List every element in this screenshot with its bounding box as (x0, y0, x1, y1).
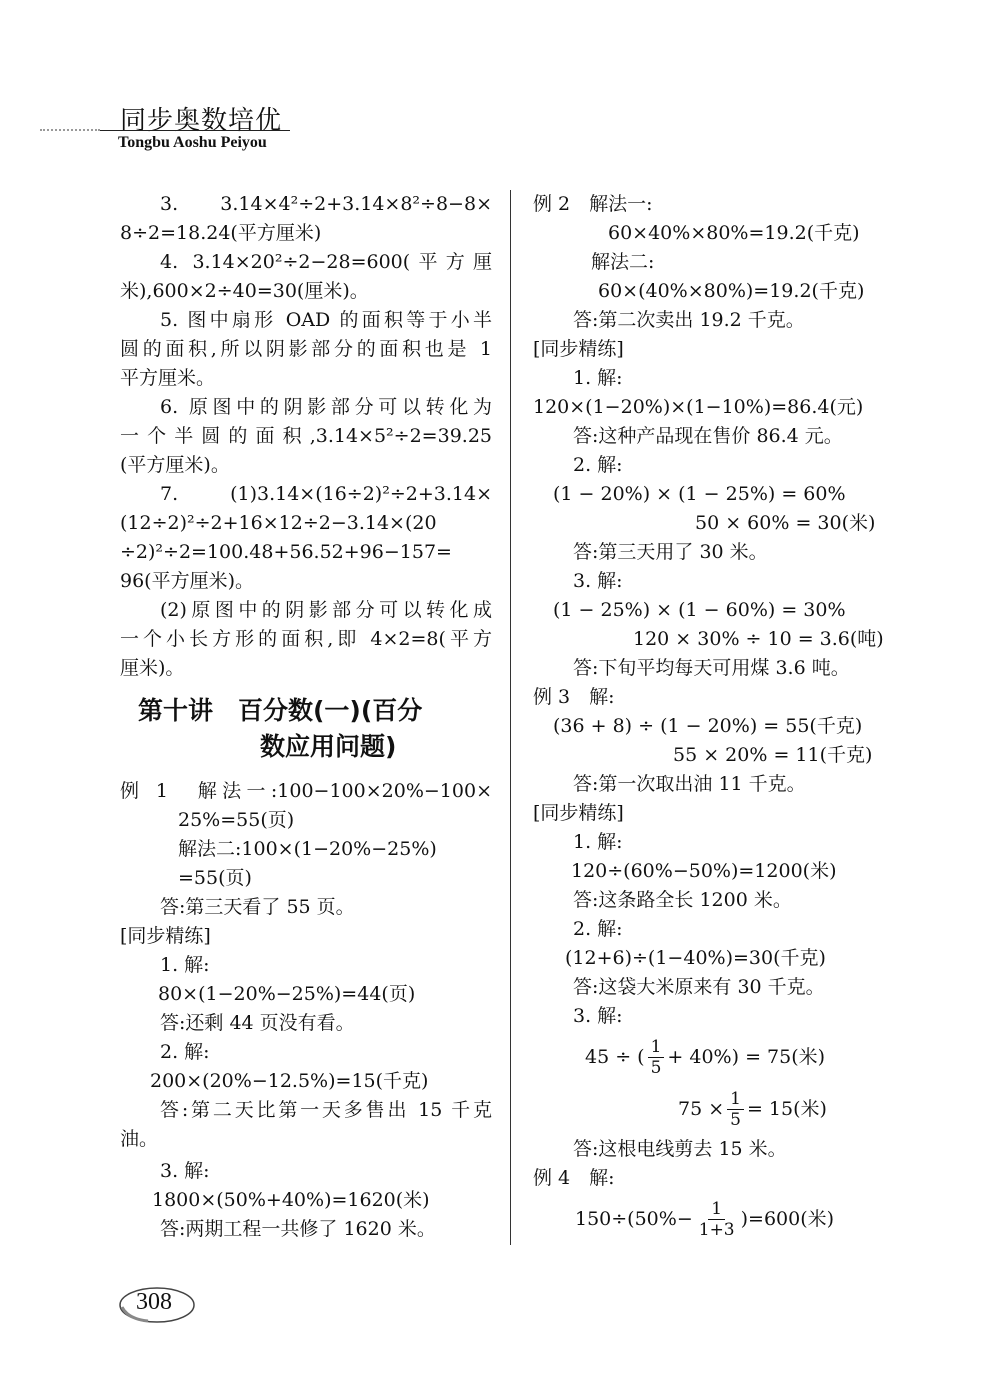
answer-3-line-1: 3. 3.14×4²÷2+3.14×8²÷8−8× (160, 193, 492, 215)
example-3-eq-2: 55 × 20% = 11(千克) (673, 744, 873, 766)
fraction-denominator: 5 (730, 1109, 741, 1130)
page-number-badge (118, 1285, 196, 1325)
fraction-denominator: 5 (650, 1057, 662, 1078)
fraction-numerator: 1 (648, 1037, 665, 1058)
rpractice-1-label: 1. 解: (573, 367, 623, 389)
spractice-3-eq-2-pre: 75 × (678, 1097, 725, 1120)
example-2-line-2: 60×40%×80%=19.2(千克) (608, 222, 860, 244)
example-1-line-4: =55(页) (178, 867, 252, 889)
spractice-1-label: 1. 解: (573, 831, 623, 853)
practice-3-label: 3. 解: (160, 1160, 210, 1182)
practice-label: [同步精练] (120, 925, 211, 947)
practice-1-label: 1. 解: (160, 954, 210, 976)
answer-4-line-2: 米),600×2÷40=30(厘米)。 (120, 280, 369, 302)
answer-3-line-2: 8÷2=18.24(平方厘米) (120, 222, 322, 244)
rpractice-1-equation: 120×(1−20%)×(1−10%)=86.4(元) (533, 396, 864, 418)
running-header-pinyin: Tongbu Aoshu Peiyou (118, 134, 267, 151)
spractice-2-equation: (12+6)÷(1−40%)=30(千克) (565, 947, 826, 969)
spractice-1-answer: 答:这条路全长 1200 米。 (573, 889, 792, 911)
example-4-eq-pre: 150÷(50%− (575, 1207, 693, 1230)
fraction-numerator: 1 (727, 1089, 744, 1110)
example-4-label: 例 4 解: (533, 1167, 615, 1189)
practice-label-2: [同步精练] (533, 338, 624, 360)
fraction-one-fifth-2 (727, 1089, 744, 1130)
answer-5-line-3: 平方厘米。 (120, 367, 216, 389)
right-column (533, 190, 895, 1245)
chapter-heading-line-2: 数应用问题) (260, 732, 397, 761)
spractice-3-label: 3. 解: (573, 1005, 623, 1027)
header-rule (100, 130, 290, 131)
fraction-numerator: 1 (708, 1199, 725, 1220)
practice-2-label: 2. 解: (160, 1041, 210, 1063)
page-number: 308 (136, 1289, 172, 1315)
answer-7b-line-3: 厘米)。 (120, 657, 185, 679)
rpractice-3-answer: 答:下旬平均每天可用煤 3.6 吨。 (573, 657, 850, 679)
spractice-2-answer: 答:这袋大米原来有 30 千克。 (573, 976, 825, 998)
spractice-1-equation: 120÷(60%−50%)=1200(米) (571, 860, 837, 882)
example-2-answer: 答:第二次卖出 19.2 千克。 (573, 309, 805, 331)
spractice-3-eq-1 (533, 1031, 895, 1083)
practice-3-answer: 答:两期工程一共修了 1620 米。 (160, 1218, 436, 1240)
spractice-3-eq-1-pre: 45 ÷ ( (585, 1045, 645, 1068)
answer-7-line-4: 96(平方厘米)。 (120, 570, 255, 592)
example-2-line-1: 例 2 解法一: (533, 193, 653, 215)
practice-3-equation: 1800×(50%+40%)=1620(米) (152, 1189, 430, 1211)
header-dotted-rule (40, 129, 100, 131)
spractice-3-eq-2 (533, 1083, 895, 1135)
spractice-3-eq-1-post: + 40%) = 75(米) (667, 1045, 826, 1068)
answer-7-line-3: ÷2)²÷2=100.48+56.52+96−157= (120, 541, 452, 563)
answer-6-line-2: 一个半圆的面积,3.14×5²÷2=39.25 (120, 425, 492, 447)
example-3-line-1: 例 3 解: (533, 686, 615, 708)
column-divider (510, 190, 511, 1245)
example-3-eq-1: (36 + 8) ÷ (1 − 20%) = 55(千克) (553, 715, 863, 737)
example-2-line-3: 解法二: (591, 251, 655, 273)
chapter-heading (120, 693, 492, 765)
example-2-line-4: 60×(40%×80%)=19.2(千克) (598, 280, 865, 302)
rpractice-3-eq-1: (1 − 25%) × (1 − 60%) = 30% (553, 599, 846, 621)
fraction-one-over-one-plus-three (696, 1199, 738, 1240)
answer-5-line-2: 圆的面积,所以阴影部分的面积也是 1 (120, 338, 492, 360)
practice-label-3: [同步精练] (533, 802, 624, 824)
answer-4-line-1: 4. 3.14×20²÷2−28=600(平方厘 (160, 251, 492, 273)
example-1-answer: 答:第三天看了 55 页。 (160, 896, 355, 918)
spractice-3-eq-2-post: = 15(米) (746, 1097, 827, 1120)
spractice-2-label: 2. 解: (573, 918, 623, 940)
rpractice-3-label: 3. 解: (573, 570, 623, 592)
example-1-line-2: 25%=55(页) (178, 809, 295, 831)
example-3-answer: 答:第一次取出油 11 千克。 (573, 773, 806, 795)
rpractice-1-answer: 答:这种产品现在售价 86.4 元。 (573, 425, 843, 447)
fraction-denominator: 1+3 (698, 1219, 735, 1240)
answer-7-line-2: (12÷2)²÷2+16×12÷2−3.14×(20 (120, 512, 437, 534)
chapter-heading-line-1: 第十讲 百分数(一)(百分 (138, 696, 423, 725)
answer-7-line-1: 7. (1)3.14×(16÷2)²÷2+3.14× (160, 483, 492, 505)
fraction-one-fifth (648, 1037, 665, 1078)
rpractice-2-eq-2: 50 × 60% = 30(米) (695, 512, 876, 534)
answer-7b-line-1: (2)原图中的阴影部分可以转化成 (160, 599, 492, 621)
rpractice-2-eq-1: (1 − 20%) × (1 − 25%) = 60% (553, 483, 846, 505)
left-column (120, 190, 492, 1244)
example-1-line-3: 解法二:100×(1−20%−25%) (178, 838, 437, 860)
answer-6-line-3: (平方厘米)。 (120, 454, 230, 476)
spractice-3-answer: 答:这根电线剪去 15 米。 (573, 1138, 787, 1160)
practice-1-equation: 80×(1−20%−25%)=44(页) (158, 983, 416, 1005)
rpractice-2-answer: 答:第三天用了 30 米。 (573, 541, 768, 563)
answer-7b-line-2: 一个小长方形的面积,即 4×2=8(平方 (120, 628, 492, 650)
rpractice-2-label: 2. 解: (573, 454, 623, 476)
practice-2-answer-cont: 油。 (120, 1128, 159, 1150)
rpractice-3-eq-2: 120 × 30% ÷ 10 = 3.6(吨) (633, 628, 884, 650)
answer-6-line-1: 6. 原图中的阴影部分可以转化为 (160, 396, 492, 418)
example-4-equation (533, 1193, 895, 1245)
practice-2-answer: 答:第二天比第一天多售出 15 千克 (160, 1099, 492, 1121)
example-1-line-1: 例 1 解法一:100−100×20%−100× (120, 780, 492, 802)
practice-1-answer: 答:还剩 44 页没有看。 (160, 1012, 355, 1034)
example-4-eq-post: )=600(米) (740, 1207, 835, 1230)
running-header-title: 同步奥数培优 (120, 106, 283, 136)
practice-2-equation: 200×(20%−12.5%)=15(千克) (150, 1070, 429, 1092)
answer-5-line-1: 5. 图中扇形 OAD 的面积等于小半 (160, 309, 492, 331)
